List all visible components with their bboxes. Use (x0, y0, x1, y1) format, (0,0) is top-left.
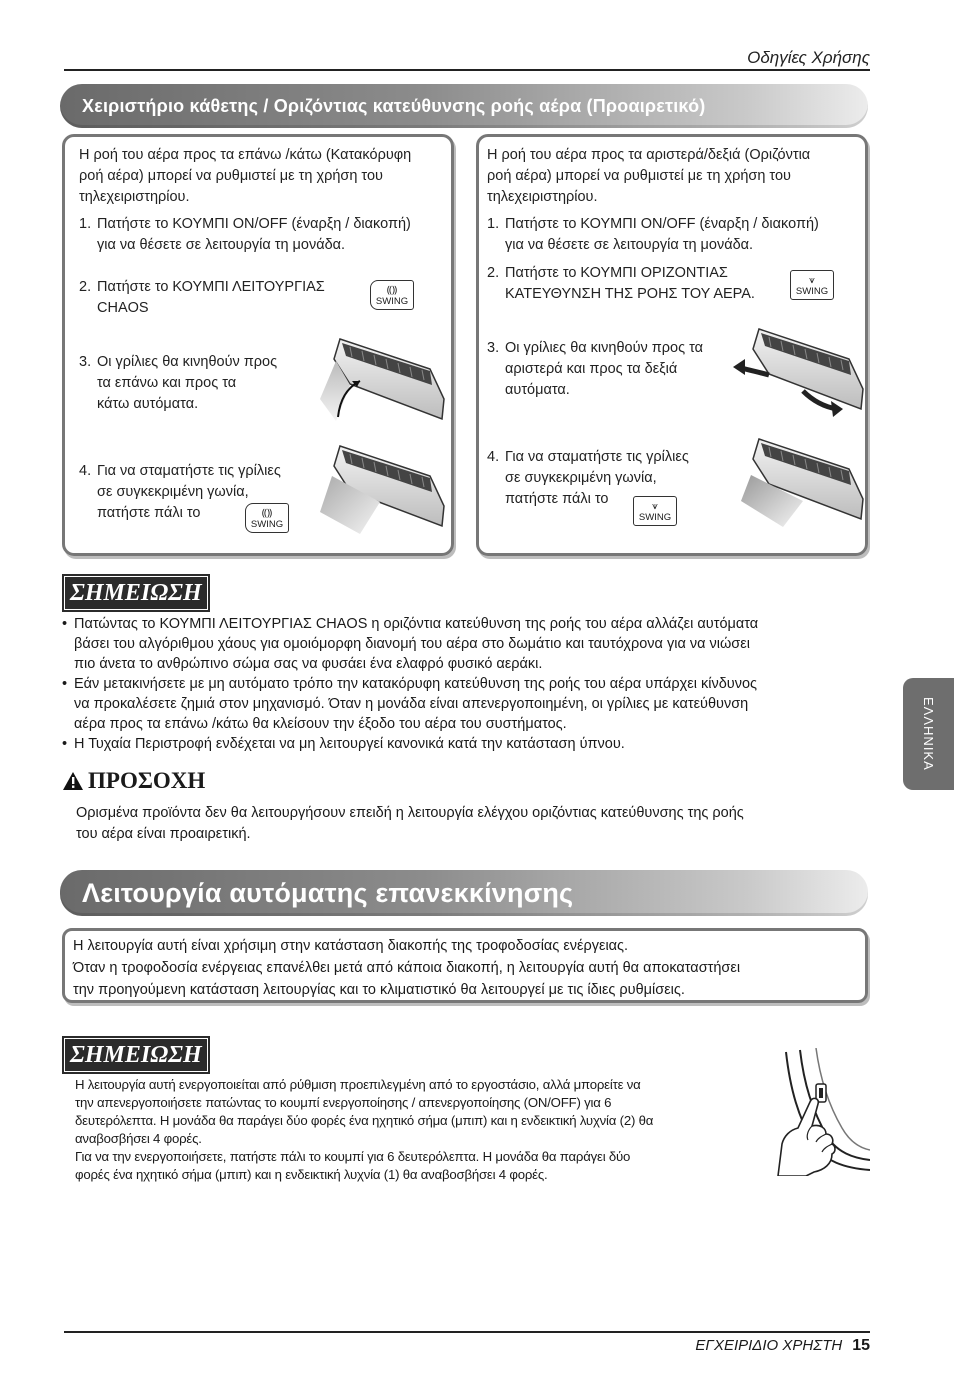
step-text: Πατήστε το ΚΟΥΜΠΙ ΟΡΙΖΟΝΤΙΑΣ (505, 265, 728, 281)
unit-horizontal-swing-illustration (733, 323, 868, 418)
bullet-text: Η Τυχαία Περιστροφή ενδέχεται να μη λειτουργεί κανονικά κατά την κατάσταση ύπνου. (74, 736, 625, 752)
bullet-text: Πατώντας το ΚΟΥΜΠΙ ΛΕΙΤΟΥΡΓΙΑΣ CHAOS η οριζόντια κατεύθυνση της ροής του αέρα αλλάζει αυτόματα (74, 616, 759, 632)
left-intro (79, 145, 459, 208)
swing-glyph-icon: ⩛ (809, 275, 815, 286)
step-text: πατήστε πάλι το (505, 491, 609, 507)
horizontal-swing-button-icon (790, 270, 834, 300)
note-bullet-item (62, 734, 862, 754)
note-bullet-item (62, 674, 862, 734)
section-banner-auto-restart-label: Λειτουργία αυτόματης επανεκκίνησης (82, 877, 574, 908)
note2-line: δευτερόλεπτα. Η μονάδα θα παράγει δύο φορές ένα ηχητικό σήμα (μπιπ) και η ενδεικτική λυχνία (2) θα (75, 1113, 654, 1128)
swing-button-icon (370, 280, 414, 310)
note2-line: Η λειτουργία αυτή ενεργοποιείται από ρύθμιση προεπιλεγμένη από το εργοστάσιο, αλλά μπορείτε να (75, 1077, 641, 1092)
left-step-4 (79, 461, 329, 524)
header-divider (64, 69, 870, 71)
step-text: ΚΑΤΕΥΘΥΝΣΗ ΤΗΣ ΡΟΗΣ ΤΟΥ ΑΕΡΑ. (505, 286, 755, 302)
section-banner-auto-restart (60, 870, 868, 916)
auto-restart-info-box (62, 928, 868, 1003)
swing-glyph-icon: ⩛ (652, 501, 658, 512)
step-number: 4. (487, 449, 500, 465)
step-text: τα επάνω και προς τα (97, 375, 237, 391)
section-banner-airflow-label: Χειριστήριο κάθετης / Οριζόντιας κατεύθυνσης ροής αέρα (Προαιρετικό) (82, 95, 706, 116)
right-intro-line: Η ροή του αέρα προς τα αριστερά/δεξιά (Οριζόντια (487, 147, 811, 163)
note-bullets (62, 614, 862, 754)
vertical-airflow-panel (62, 134, 454, 556)
step-number: 2. (487, 265, 500, 281)
swing-glyph-icon: ⸨⸩ (386, 285, 398, 296)
unit-stopped-vertical-illustration (320, 440, 450, 535)
note2-line: Για να την ενεργοποιήσετε, πατήστε πάλι το κουμπί για 6 δευτερόλεπτα. Η μονάδα θα παράγει δύο (75, 1149, 631, 1164)
caution-heading (62, 768, 205, 794)
right-step-4 (487, 447, 747, 510)
step-text: για να θέσετε σε λειτουργία τη μονάδα. (505, 237, 754, 253)
caution-text (76, 803, 866, 845)
info-line: Όταν η τροφοδοσία ενέργειας επανέλθει μετά από κάποια διακοπή, η λειτουργία αυτή θα αποκαταστήσει (73, 960, 741, 976)
section-banner-airflow (60, 84, 868, 128)
warning-triangle-icon (62, 771, 84, 791)
bullet-mark: • (62, 736, 68, 752)
note-bullet-item (62, 614, 862, 674)
footer-divider (64, 1331, 870, 1333)
left-step-3 (79, 352, 319, 415)
swing-label: SWING (638, 512, 672, 523)
bullet-text: αέρα προς τα επάνω /κάτω θα κλείσουν την έξοδο του αέρα του συστήματος. (74, 716, 567, 732)
step-text: για να θέσετε σε λειτουργία τη μονάδα. (97, 237, 346, 253)
header-title: Οδηγίες Χρήσης (747, 48, 870, 67)
unit-stopped-horizontal-illustration (733, 435, 868, 530)
language-label: ΕΛΛΗΝΙΚΑ (921, 697, 936, 771)
step-text: Πατήστε το ΚΟΥΜΠΙ ON/OFF (έναρξη / διακοπή) (97, 216, 411, 232)
swing-button-icon (245, 503, 289, 533)
step-text: Πατήστε το ΚΟΥΜΠΙ ΛΕΙΤΟΥΡΓΙΑΣ (97, 279, 325, 295)
info-line: Η λειτουργία αυτή είναι χρήσιμη στην κατάσταση διακοπής της τροφοδοσίας ενέργειας. (73, 938, 629, 954)
step-number: 1. (79, 216, 92, 232)
swing-label: SWING (375, 296, 409, 307)
step-number: 1. (487, 216, 500, 232)
footer (695, 1337, 870, 1355)
left-step-1 (79, 214, 459, 256)
caution-title: ΠΡΟΣΟΧΗ (88, 768, 206, 793)
caution-line: του αέρα είναι προαιρετική. (76, 826, 251, 842)
right-step-1 (487, 214, 867, 256)
step-number: 3. (487, 340, 500, 356)
hand-pressing-button-illustration (776, 1048, 870, 1176)
step-text: αριστερά και προς τα δεξιά (505, 361, 678, 377)
step-text: Οι γρίλιες θα κινηθούν προς τα (505, 340, 704, 356)
swing-glyph-icon: ⸨⸩ (261, 508, 273, 519)
note2-line: φορές ένα ηχητικό σήμα (μπιπ) και η ενδεικτική λυχνία (1) θα αναβοσβήσει 4 φορές. (75, 1167, 548, 1182)
left-intro-line: ροή αέρα) μπορεί να ρυθμιστεί με τη χρήση του (79, 168, 383, 184)
swing-label: SWING (795, 286, 829, 297)
caution-line: Ορισμένα προϊόντα δεν θα λειτουργήσουν επειδή η λειτουργία ελέγχου οριζόντιας κατεύθυνσης της ροής (76, 805, 744, 821)
horizontal-swing-button-icon (633, 496, 677, 526)
bullet-text: βάσει του αλγόριθμου χάους για ομοιόμορφη διανομή του αέρα στο δωμάτιο και ταυτόχρονα για να νιώσει (74, 636, 750, 652)
left-intro-line: τηλεχειριστηρίου. (79, 189, 190, 205)
step-text: Για να σταματήστε τις γρίλιες (97, 463, 281, 479)
bullet-text: Εάν μετακινήσετε με μη αυτόματο τρόπο την κατακόρυφη κατεύθυνση της ροής του αέρα υπάρχει κίνδυνος (74, 676, 758, 692)
horizontal-airflow-panel (476, 134, 868, 556)
step-text: Οι γρίλιες θα κινηθούν προς (97, 354, 278, 370)
page-number: 15 (852, 1337, 870, 1354)
step-text: Για να σταματήστε τις γρίλιες (505, 449, 689, 465)
note-badge: ΣΗΜΕΙΩΣΗ (62, 574, 210, 612)
step-text: πατήστε πάλι το (97, 505, 201, 521)
footer-label: ΕΓΧΕΙΡΙΔΙΟ ΧΡΗΣΤΗ (695, 1337, 843, 1354)
language-side-tab (903, 678, 954, 790)
note2-text (75, 1076, 755, 1184)
step-text: σε συγκεκριμένη γωνία, (505, 470, 657, 486)
note2-line: αναβοσβήσει 4 φορές. (75, 1131, 202, 1146)
bullet-text: να προκαλέσετε ζημιά στον μηχανισμό. Όταν η μονάδα είναι απενεργοποιημένη, οι γρίλιες με κατεύθυνση (74, 696, 749, 712)
left-step-2 (79, 277, 369, 319)
bullet-text: πιο άνετα το ανθρώπινο σώμα σας να φυσάει ένα ελαφρό φυσικό αεράκι. (74, 656, 543, 672)
unit-vertical-swing-illustration (320, 329, 450, 424)
right-step-3 (487, 338, 747, 401)
step-text: CHAOS (97, 300, 149, 316)
step-text: αυτόματα. (505, 382, 570, 398)
right-intro-line: τηλεχειριστηρίου. (487, 189, 598, 205)
right-intro (487, 145, 867, 208)
step-text: σε συγκεκριμένη γωνία, (97, 484, 249, 500)
info-line: την προηγούμενη κατάσταση λειτουργίας και το κλιματιστικό θα λειτουργεί με τις ίδιες ρυθμίσεις. (73, 982, 685, 998)
left-intro-line: Η ροή του αέρα προς τα επάνω /κάτω (Κατακόρυφη (79, 147, 412, 163)
step-number: 3. (79, 354, 92, 370)
bullet-mark: • (62, 676, 68, 692)
note-badge: ΣΗΜΕΙΩΣΗ (62, 1036, 210, 1074)
right-intro-line: ροή αέρα) μπορεί να ρυθμιστεί με τη χρήση του (487, 168, 791, 184)
swing-label: SWING (250, 519, 284, 530)
step-number: 2. (79, 279, 92, 295)
right-step-2 (487, 263, 797, 305)
step-text: κάτω αυτόματα. (97, 396, 199, 412)
note2-line: την απενεργοποιήσετε πατώντας το κουμπί ενεργοποίησης / απενεργοποίησης (ON/OFF) για 6 (75, 1095, 612, 1110)
bullet-mark: • (62, 616, 68, 632)
step-number: 4. (79, 463, 92, 479)
step-text: Πατήστε το ΚΟΥΜΠΙ ON/OFF (έναρξη / διακοπή) (505, 216, 819, 232)
